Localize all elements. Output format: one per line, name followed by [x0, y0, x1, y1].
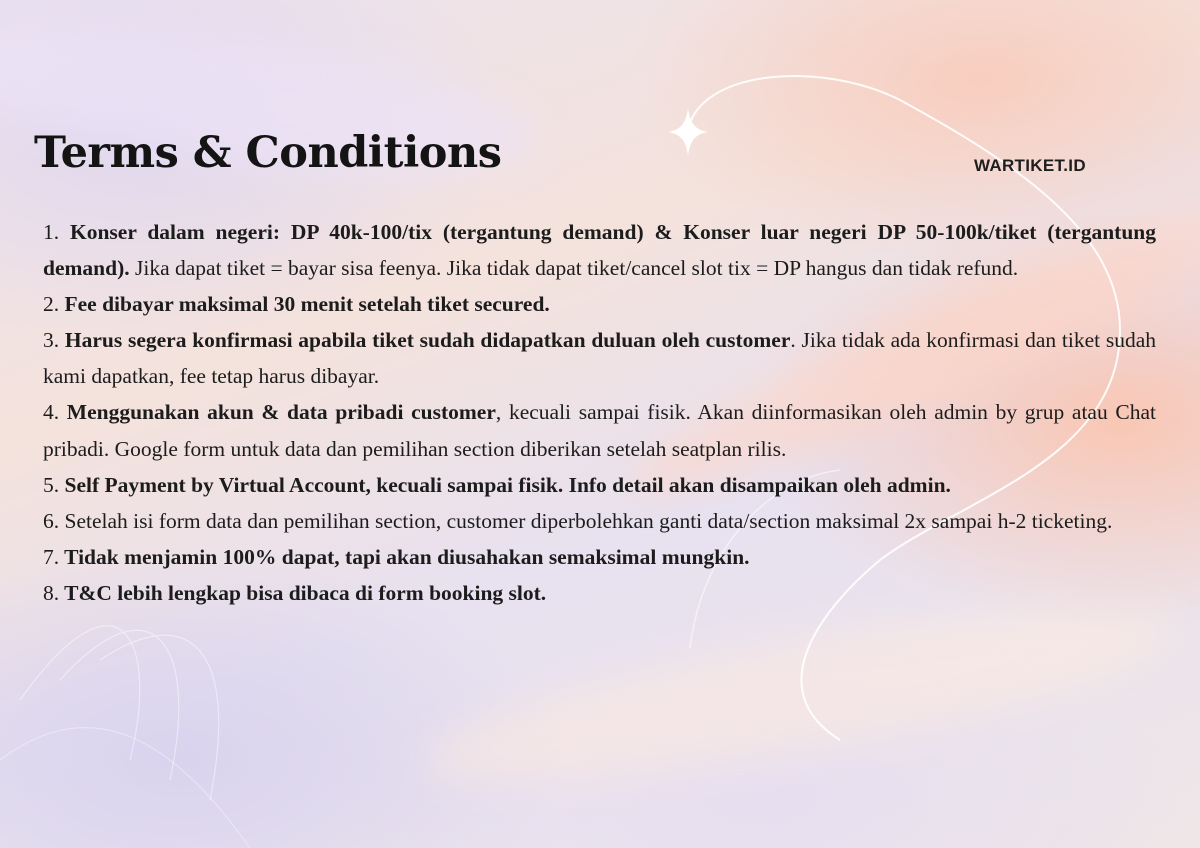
term-item: 6. Setelah isi form data dan pemilihan section, customer diperbolehkan ganti data/section maksimal 2x sampai h-2 ticketing. [43, 508, 1113, 533]
term-item: 3. Harus segera konfirmasi apabila tiket sudah didapatkan duluan oleh customer. Jika tidak ada konfirmasi dan tiket sudah kami dapatkan, fee tetap harus dibayar. [43, 328, 1156, 389]
brand-label: WARTIKET.ID [974, 156, 1086, 175]
term-item: 1. Konser dalam negeri: DP 40k-100/tix (tergantung demand) & Konser luar negeri DP 50-100k/tiket (tergantung demand). Jika dapat tiket = bayar sisa feenya. Jika tidak dapat tiket/cancel slot tix = DP hangus dan tidak refund. [43, 220, 1156, 281]
term-item: 8. T&C lebih lengkap bisa dibaca di form booking slot. [43, 580, 547, 605]
term-item: 2. Fee dibayar maksimal 30 menit setelah tiket secured. [43, 292, 550, 317]
term-item: 7. Tidak menjamin 100% dapat, tapi akan diusahakan semaksimal mungkin. [43, 544, 750, 569]
terms-list [43, 214, 1156, 611]
term-item: 5. Self Payment by Virtual Account, kecuali sampai fisik. Info detail akan disampaikan oleh admin. [43, 472, 951, 497]
term-item: 4. Menggunakan akun & data pribadi customer, kecuali sampai fisik. Akan diinformasikan oleh admin by grup atau Chat pribadi. Google form untuk data dan pemilihan section diberikan setelah seatplan rilis. [43, 400, 1156, 461]
page-title: Terms & Conditions [34, 128, 502, 178]
